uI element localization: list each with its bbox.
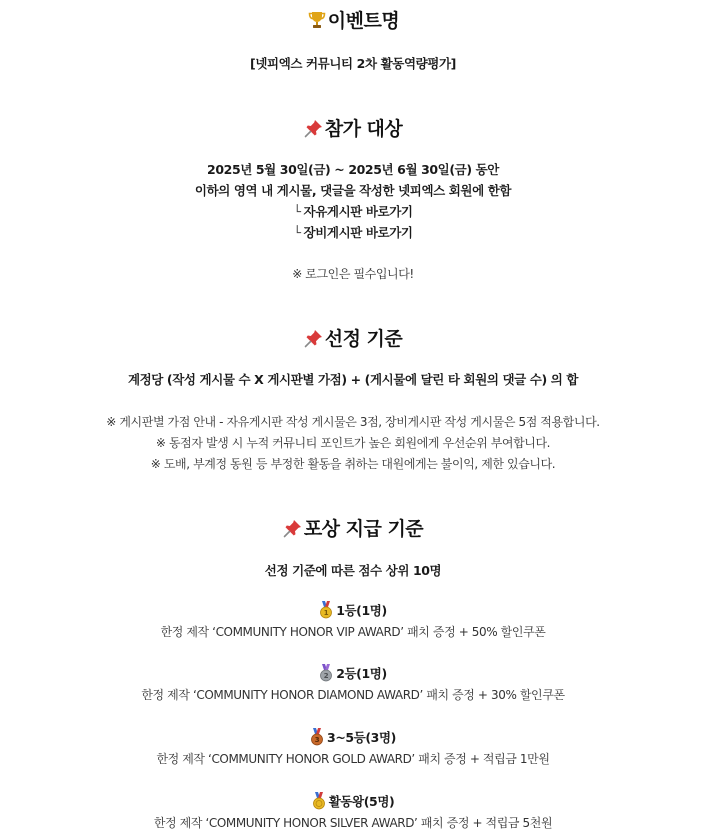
criteria-heading-text: 선정 기준 [324,328,403,350]
criteria-formula: 계정당 (작성 게시물 수 X 게시판별 가점) + (게시물에 달린 타 회원의 댓글 수) 의 합 [127,372,579,387]
participants-heading-text: 참가 대상 [324,118,403,140]
reward-tier-2-rank [0,664,706,682]
reward-tier-4-detail: 한정 제작 ‘COMMUNITY HONOR SILVER AWARD’ 패치 증정 + 적립금 5천원 [153,816,553,830]
pushpin-icon [304,328,324,348]
event-title: [넷피엑스 커뮤니티 2차 활동역량평가] [250,56,456,71]
participation-condition: 이하의 영역 내 게시물, 댓글을 작성한 넷피엑스 회원에 한함 [194,183,512,198]
gear-board-link[interactable] [0,223,706,241]
free-board-link[interactable] [0,202,706,220]
rewards-summary: 선정 기준에 따른 점수 상위 10명 [264,563,442,578]
criteria-heading [0,324,706,351]
event-name-heading [0,6,706,33]
reward-tier-3-rank [0,728,706,746]
reward-tier-4-rank [0,792,706,810]
reward-tier-4-rank-text: 활동왕(5명) [328,794,395,809]
gear-board-link-text[interactable]: 장비게시판 바로가기 [303,225,413,240]
criteria-note-bonus: ※ 게시판별 가점 안내 - 자유게시판 작성 게시물은 3점, 장비게시판 작성 게시물은 5점 적용합니다. [106,415,600,429]
rewards-heading [0,514,706,541]
link-prefix: └ [293,225,301,240]
participation-period: 2025년 5월 30일(금) ~ 2025년 6월 30일(금) 동안 [207,162,499,177]
reward-tier-2-rank-text: 2등(1명) [336,666,387,681]
participants-heading [0,114,706,141]
reward-tier-1-detail: 한정 제작 ‘COMMUNITY HONOR VIP AWARD’ 패치 증정 + 50% 할인쿠폰 [160,625,546,639]
trophy-icon [307,10,327,30]
criteria-note-penalty: ※ 도배, 부계정 동원 등 부정한 활동을 취하는 대원에게는 불이익, 제한 있습니다. [150,457,556,471]
pushpin-icon [283,518,303,538]
svg-text:2: 2 [323,672,329,680]
criteria-note-tiebreak: ※ 동점자 발생 시 누적 커뮤니티 포인트가 높은 회원에게 우선순위 부여합니다. [155,436,551,450]
svg-text:1: 1 [323,609,329,617]
reward-tier-3-detail: 한정 제작 ‘COMMUNITY HONOR GOLD AWARD’ 패치 증정 + 적립금 1만원 [156,752,550,766]
reward-tier-3-rank-text: 3~5등(3명) [327,730,396,745]
reward-tier-2-detail: 한정 제작 ‘COMMUNITY HONOR DIAMOND AWARD’ 패치 증정 + 30% 할인쿠폰 [141,688,565,702]
bronze-medal-3-icon [310,728,324,746]
gold-medal-1-icon [319,601,333,619]
reward-tier-1-rank [0,601,706,619]
rewards-heading-text: 포상 지급 기준 [303,518,424,540]
link-prefix: └ [293,204,301,219]
silver-medal-2-icon [319,664,333,682]
sports-medal-icon [312,792,326,810]
free-board-link-text[interactable]: 자유게시판 바로가기 [303,204,413,219]
event-name-heading-text: 이벤트명 [327,10,400,32]
svg-text:3: 3 [314,736,320,744]
reward-tier-1-rank-text: 1등(1명) [336,603,387,618]
login-required-note: ※ 로그인은 필수입니다! [292,267,414,281]
pushpin-icon [304,118,324,138]
